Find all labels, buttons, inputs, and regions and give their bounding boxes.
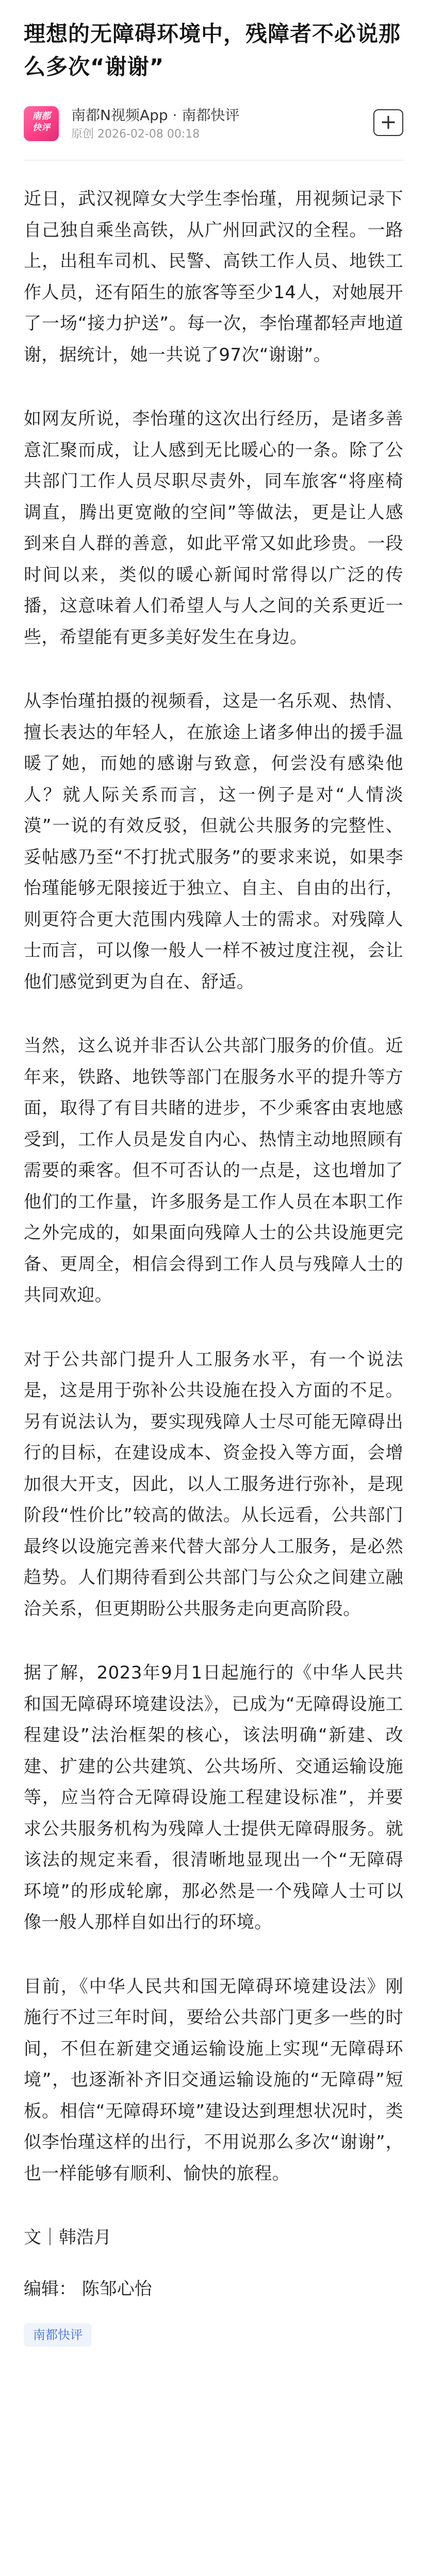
- source-logo[interactable]: [24, 106, 59, 141]
- article-paragraph-3: 从李怡瑾拍摄的视频看，这是一名乐观、热情、擅长表达的年轻人，在旅途上诸多伸出的援手温暖了她，而她的感谢与致意，何尝没有感染他人？就人际关系而言，这一例子是对“人情淡漠”一说的有效反驳，但就公共服务的完整性、妥帖感乃至“不打扰式服务”的要求来说，如果李怡瑾能够无限接近于独立、自主、自由的出行，则更符合更大范围内残障人士的需求。对残障人士而言，可以像一般人一样不被过度注视，会让他们感觉到更为自在、舒适。: [24, 691, 403, 992]
- editor-line: 编辑： 陈邹心怡: [24, 2279, 152, 2299]
- author-byline: 文｜韩浩月: [24, 2227, 111, 2248]
- article-paragraph-1: 近日，武汉视障女大学生李怡瑾，用视频记录下自己独自乘坐高铁，从广州回武汉的全程。一路上，出租车司机、民警、高铁工作人员、地铁工作人员，还有陌生的旅客等至少14人，对她展开了一场“接力护送”。每一次，李怡瑾都轻声地道谢，据统计，她一共说了97次“谢谢”。: [24, 189, 403, 365]
- article-paragraph-5: 对于公共部门提升人工服务水平，有一个说法是，这是用于弥补公共设施在投入方面的不足。另有说法认为，要实现残障人士尽可能无障碍出行的目标，在建设成本、资金投入等方面，会增加很大开支，因此，以人工服务进行弥补，是现阶段“性价比”较高的做法。从长远看，公共部门最终以设施完善来代替大部分人工服务，是必然趋势。人们期待看到公共部门与公众之间建立融洽关系，但更期盼公共服务走向更高阶段。: [24, 1349, 403, 1619]
- article-title: 理想的无障碍环境中，残障者不必说那么多次“谢谢”: [24, 21, 401, 79]
- plus-icon: +: [380, 110, 397, 134]
- article-body: [24, 183, 403, 2347]
- source-name[interactable]: 南都N视频App · 南都快评: [71, 107, 240, 124]
- article-paragraph-7: 目前，《中华人民共和国无障碍环境建设法》刚施行不过三年时间，要给公共部门更多一些的时间，不但在新建交通运输设施上实现“无障碍环境”，也逐渐补齐旧交通运输设施的“无障碍”短板。相信“无障碍环境”建设达到理想状况时，类似李怡瑾这样的出行，不用说那么多次“谢谢”，也一样能够有顺利、愉快的旅程。: [24, 1976, 403, 2184]
- source-row: [24, 99, 403, 148]
- follow-add-button[interactable]: [373, 109, 403, 136]
- publish-meta: 原创 2026-02-08 00:18: [71, 128, 200, 141]
- topic-tag[interactable]: 南都快评: [24, 2323, 92, 2347]
- header-divider: [24, 160, 403, 161]
- source-logo-line2: 快评: [32, 123, 50, 133]
- article-paragraph-2: 如网友所说，李怡瑾的这次出行经历，是诸多善意汇聚而成，让人感到无比暖心的一条。除了公共部门工作人员尽职尽责外，同车旅客“将座椅调直，腾出更宽敞的空间”等做法，更是让人感到来自人群的善意，如此平常又如此珍贵。一段时间以来，类似的暖心新闻时常得以广泛的传播，这意味着人们希望人与人之间的关系更近一些，希望能有更多美好发生在身边。: [24, 409, 403, 648]
- article-paragraph-4: 当然，这么说并非否认公共部门服务的价值。近年来，铁路、地铁等部门在服务水平的提升等方面，取得了有目共睹的进步，不少乘客由衷地感受到，工作人员是发自内心、热情主动地照顾有需要的乘客。但不可否认的一点是，这也增加了他们的工作量，许多服务是工作人员在本职工作之外完成的，如果面向残障人士的公共设施更完备、更周全，相信会得到工作人员与残障人士的共同欢迎。: [24, 1036, 403, 1306]
- source-logo-line1: 南都: [32, 111, 51, 122]
- article-paragraph-6: 据了解，2023年9月1日起施行的《中华人民共和国无障碍环境建设法》，已成为“无障碍设施工程建设”法治框架的核心，该法明确“新建、改建、扩建的公共建筑、公共场所、交通运输设施等，应当符合无障碍设施工程建设标准”，并要求公共服务机构为残障人士提供无障碍服务。就该法的规定来看，很清晰地显现出一个“无障碍环境”的形成轮廓，那必然是一个残障人士可以像一般人那样自如出行的环境。: [24, 1663, 403, 1933]
